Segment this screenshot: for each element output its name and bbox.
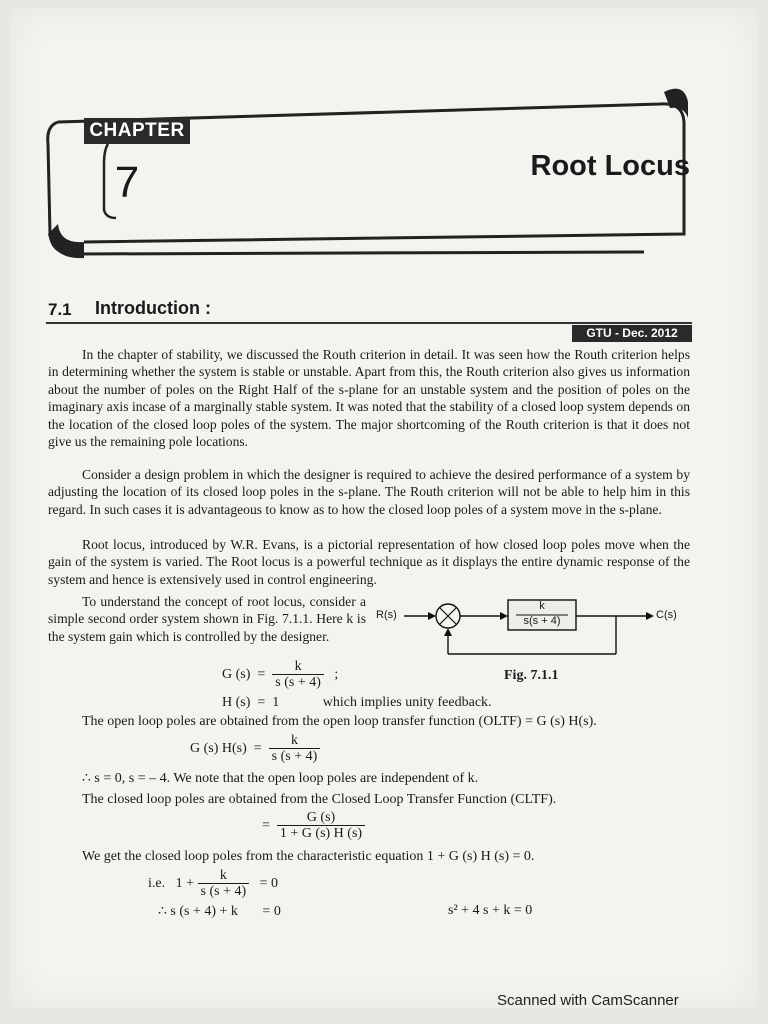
block-denominator: s(s + 4)	[523, 615, 561, 627]
ie-numerator: k	[219, 868, 227, 883]
ie-denominator: s (s + 4)	[198, 883, 250, 900]
input-label: R(s)	[376, 609, 397, 621]
eq-quadratic: s² + 4 s + k = 0	[448, 903, 533, 918]
section-rule	[46, 322, 692, 324]
cltf-text: The closed loop poles are obtained from the Closed Loop Transfer Function (CLTF).	[82, 792, 557, 807]
chapter-number: 7	[114, 158, 140, 207]
paragraph-1: In the chapter of stability, we discussed the Routh criterion in detail. It was seen how the Routh criterion helps in determining whether the system is stable or unstable. Apart from this, the Routh criterion also gives us information about the number of poles on the Right Half of the s-plane for an unstable system and the position of poles on the imaginary axis incase of a marginally stable system. It was noted that the stability of a closed loop system depends on the location of the closed loop poles of the system. The major shortcoming of the Routh criterion is that it does not give us the remaining pole locations.	[48, 347, 690, 450]
ie-label: i.e.	[148, 876, 166, 892]
oltf-text: The open loop poles are obtained from the open loop transfer function (OLTF) = G (s) H(s).	[82, 714, 597, 729]
exam-badge: GTU - Dec. 2012	[572, 325, 692, 342]
gh-fraction	[269, 733, 321, 765]
h-note: which implies unity feedback.	[322, 695, 492, 710]
h-lhs: H (s)	[222, 695, 251, 710]
eq-g: G (s) = $\frac{k}{s (s + 4)}$ ;	[222, 659, 339, 690]
g-lhs: G (s)	[222, 667, 251, 683]
eq-ie	[148, 868, 278, 900]
g-fraction	[272, 659, 324, 691]
section-title: Introduction :	[95, 298, 211, 318]
g-semicolon: ;	[334, 667, 339, 683]
gh-numerator: k	[290, 733, 298, 748]
ie-prefix: 1 +	[175, 876, 195, 892]
eq-h: H (s) = 1 which implies unity feedback.	[222, 695, 492, 710]
g-denominator: s (s + 4)	[272, 674, 324, 691]
eq-final	[158, 903, 281, 920]
gh-lhs: G (s) H(s)	[190, 741, 247, 757]
chapter-label: CHAPTER	[84, 118, 190, 144]
final-rhs: = 0	[262, 904, 281, 919]
paragraph-4: To understand the concept of root locus, consider a simple second order system shown in Fig. 7.1.1. Here k is the system gain which is controlled by the designer.	[48, 594, 366, 644]
section-number: 7.1	[48, 300, 72, 319]
gh-denominator: s (s + 4)	[269, 748, 321, 765]
final-lhs: ∴ s (s + 4) + k	[158, 904, 238, 919]
chapter-title: Root Locus	[530, 150, 690, 182]
scanner-footer: Scanned with CamScanner	[497, 992, 679, 1009]
cltf-denominator: 1 + G (s) H (s)	[277, 825, 365, 842]
figure-caption: Fig. 7.1.1	[504, 668, 559, 683]
eq-cltf: = $\frac{G (s)}{1 + G (s) H (s)}$	[262, 810, 365, 842]
ie-rhs: = 0	[259, 876, 279, 892]
ie-fraction	[198, 868, 250, 900]
poles-text: ∴ s = 0, s = – 4. We note that the open loop poles are independent of k.	[82, 771, 479, 786]
block-numerator: k	[539, 600, 545, 612]
eq-gh: G (s) H(s) = $\frac{k}{s (s + 4)}$	[190, 733, 320, 765]
paragraph-3: Root locus, introduced by W.R. Evans, is a pictorial representation of how closed loop poles move when the gain of the system is varied. The Root locus is a powerful technique as it displays the entire dynamic response of the system and hence is extensively used in control engineering.	[48, 537, 690, 587]
h-rhs: 1	[272, 695, 280, 710]
output-label: C(s)	[656, 609, 677, 621]
paragraph-2: Consider a design problem in which the designer is required to achieve the desired performance of a system by adjusting the location of its closed loop poles in the s-plane. The Routh criterion will not be able to help him in this regard. In such cases it is advantageous to know as to how the closed loop poles of a system move in the s-plane.	[48, 467, 690, 517]
cltf-fraction	[277, 810, 365, 842]
char-text: We get the closed loop poles from the characteristic equation 1 + G (s) H (s) = 0.	[82, 849, 535, 864]
cltf-numerator: G (s)	[306, 810, 336, 825]
g-numerator: k	[294, 659, 302, 674]
